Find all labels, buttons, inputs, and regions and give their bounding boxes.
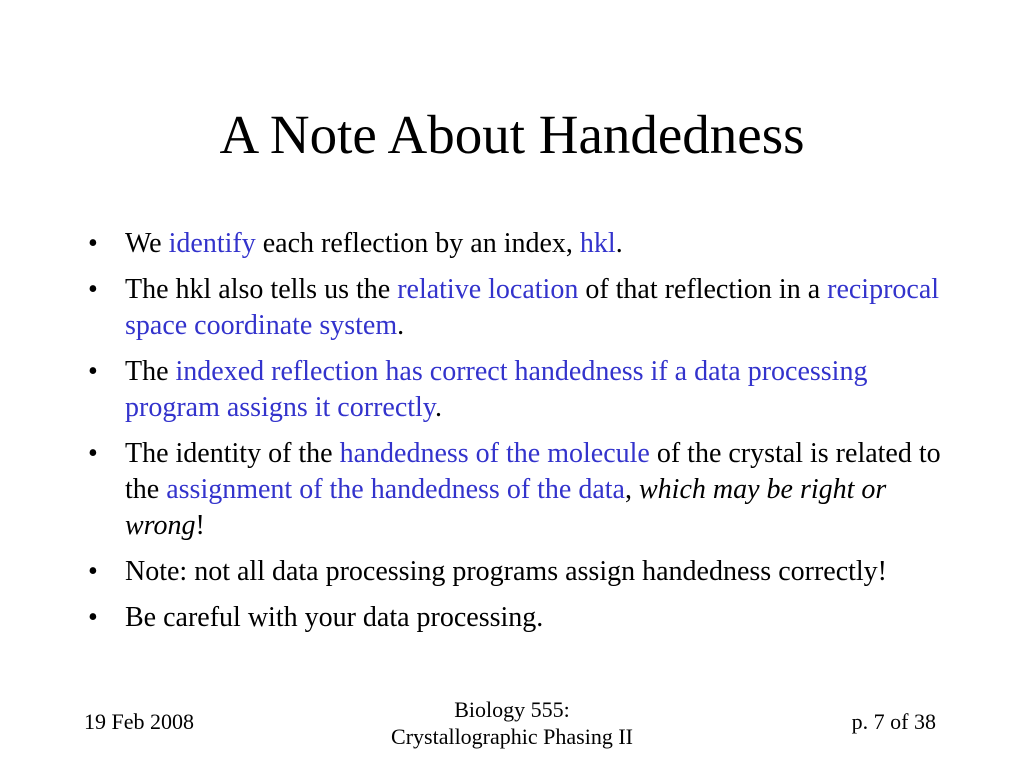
bullet-item — [88, 436, 968, 544]
bullet-text: The identity of the — [125, 438, 340, 469]
footer-course-line1: Biology 555: — [454, 697, 570, 722]
bullet-text: of that reflection in a — [578, 274, 828, 305]
bullet-text: of the crystal is related to the — [125, 438, 941, 505]
footer-page-number: p. 7 of 38 — [851, 709, 936, 734]
bullet-marker: • — [88, 438, 98, 469]
bullet-text: Note: not all data processing programs assign handedness correctly! — [125, 556, 888, 587]
bullet-marker: • — [88, 556, 98, 587]
bullet-item — [88, 554, 968, 590]
footer-course — [312, 696, 712, 750]
bullet-text: . — [434, 392, 442, 423]
highlighted-text: identify — [168, 228, 256, 259]
highlighted-text: assignment of the handedness of the data — [166, 474, 625, 505]
bullet-marker: • — [88, 356, 98, 387]
bullet-list — [88, 226, 968, 646]
bullet-text: Be careful with your data processing. — [125, 602, 544, 633]
bullet-text: . — [615, 228, 623, 259]
bullet-marker: • — [88, 228, 98, 259]
bullet-text: , — [624, 474, 639, 505]
highlighted-text: handedness of the molecule — [339, 438, 650, 469]
bullet-text: The — [125, 356, 176, 387]
bullet-marker: • — [88, 274, 98, 305]
highlighted-text: relative location — [397, 274, 579, 305]
bullet-item — [88, 354, 968, 426]
footer-course-line2: Crystallographic Phasing II — [391, 724, 633, 749]
highlighted-text: hkl — [579, 228, 616, 259]
slide-title: A Note About Handedness — [219, 104, 805, 165]
highlighted-text: indexed reflection has correct handedness if a data processing program assigns it correctly — [125, 356, 868, 423]
bullet-text: We — [125, 228, 169, 259]
bullet-text: ! — [195, 510, 205, 541]
bullet-marker: • — [88, 602, 98, 633]
bullet-item — [88, 272, 968, 344]
italic-text: which may be right or wrong — [125, 474, 887, 541]
bullet-text: each reflection by an index, — [255, 228, 580, 259]
bullet-item — [88, 600, 968, 636]
highlighted-text: reciprocal space coordinate system — [125, 274, 940, 341]
footer-date: 19 Feb 2008 — [84, 709, 194, 734]
bullet-item — [88, 226, 968, 262]
bullet-text: . — [397, 310, 405, 341]
bullet-text: The hkl also tells us the — [125, 274, 398, 305]
